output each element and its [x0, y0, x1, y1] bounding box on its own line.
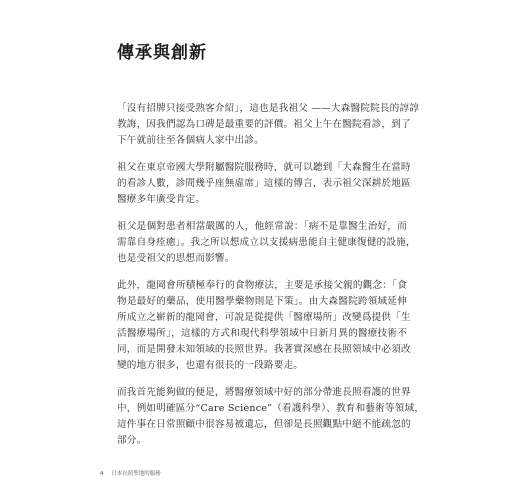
text-line: 而我首先能夠做的便是，將醫療領域中好的部分帶進長照看護的世界: [117, 387, 411, 398]
paragraph-2: [117, 160, 411, 208]
body-text: [117, 101, 425, 460]
page-footer: [100, 469, 161, 477]
running-title: 日本長照聖地的服務: [111, 471, 161, 477]
text-line: 教誨，因我們認為口碑是最重要的評價。祖父上午在醫院看診，到了: [117, 119, 411, 130]
text-line: 祖父是個對患者相當嚴厲的人，他經常說：「病不是靠醫生治好，而: [117, 221, 407, 232]
text-line: 同，而是開發未知領域的長照世界。我著實深感在長照領域中必須改: [117, 344, 411, 355]
paragraph-4: [117, 278, 411, 374]
text-line: 也是受祖父的思想而影響。: [117, 253, 235, 264]
page-title: 傳承與創新: [117, 43, 207, 63]
text-line: 醫療多年廣受肯定。: [117, 194, 206, 205]
text-line: 變的地方很多，也還有很長的一段路要走。: [117, 360, 304, 371]
paragraph-5: [117, 385, 425, 449]
text-line: 「沒有招牌只接受熟客介紹」，這也是我祖父 ——大森醫院院長的諄諄: [117, 103, 420, 114]
text-line: 祖父在東京帝國大學附屬醫院服務時，就可以聽到「大森醫生在當時: [117, 162, 411, 173]
page-number: 4: [100, 471, 104, 477]
text-line: 中，例如明確區分“Care Science”（看護科學）、教育和藝術等領域，: [117, 403, 425, 414]
paragraph-3: [117, 219, 416, 267]
text-line: 需靠自身痊癒」。我之所以想成立以支援病患能自主健康復健的設施，: [117, 237, 416, 248]
text-line: 的看診人數，診間幾乎座無虛席」這樣的傳言，表示祖父深耕於地區: [117, 178, 411, 189]
text-line: 這件事在日常照顧中很容易被遺忘，但卻是長照觀點中絕不能疏忽的: [117, 419, 411, 430]
paragraph-1: [117, 101, 420, 149]
text-line: 物是最好的藥品，使用醫學藥物則是下策」。由大森醫院跨領域延伸: [117, 296, 407, 307]
text-line: 活醫療場所」，這樣的方式和現代科學領域中日新月異的醫療技術不: [117, 328, 407, 339]
text-line: 部分。: [117, 435, 147, 446]
text-line: 此外，龍岡會所積極奉行的食物療法，主要是承接父親的觀念：「食: [117, 280, 407, 291]
text-line: 下午就前往至各個病人家中出診。: [117, 135, 264, 146]
text-line: 所成立之嶄新的龍岡會，可說是從提供「醫療場所」改變爲提供「生: [117, 312, 411, 323]
